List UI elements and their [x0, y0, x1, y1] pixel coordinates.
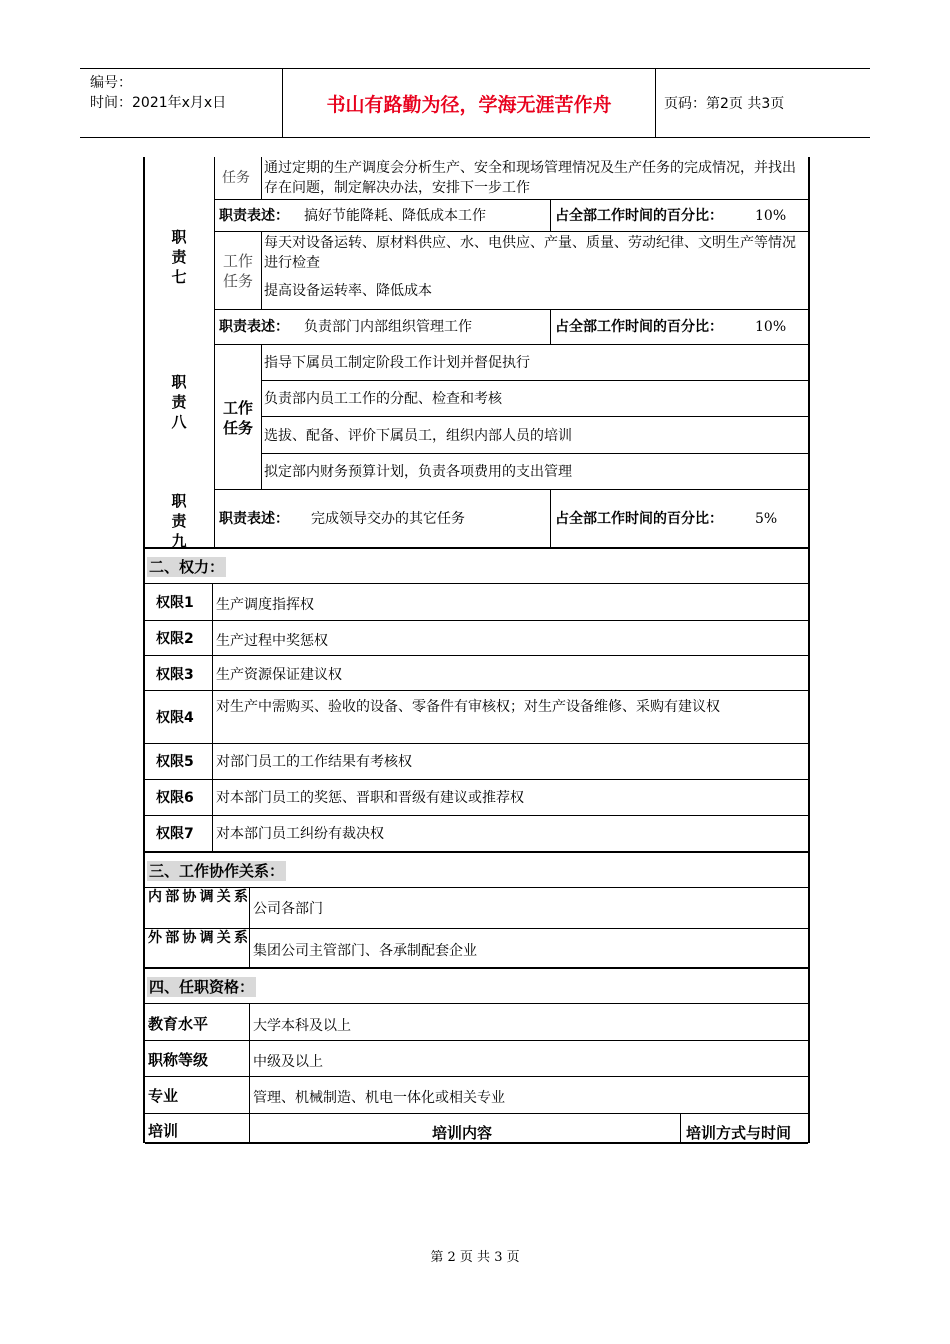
powers-title: 二、权力：: [149, 558, 225, 576]
qualification-1-label: 教育水平: [148, 1015, 209, 1033]
duty7-task-1: 每天对设备运转、原材料供应、水、电供应、产量、质量、劳动纪律、文明生产等情况进行检查: [264, 235, 796, 271]
duty8-task-3: 选拔、配备、评价下属员工，组织内部人员的培训: [264, 428, 572, 444]
power-4-text: 对生产中需购买、验收的设备、零备件有审核权；对生产设备维修、采购有建议权: [216, 699, 720, 715]
power-6-label: 权限6: [156, 790, 194, 806]
page-header: [80, 68, 870, 138]
qualification-2-label: 职称等级: [148, 1051, 209, 1069]
duty8-task-4: 拟定部内财务预算计划，负责各项费用的支出管理: [264, 464, 572, 480]
duty7-label: 职责七: [171, 228, 187, 286]
duty7-task-text: 通过定期的生产调度会分析生产、安全和现场管理情况及生产任务的完成情况，并找出存在问题，制定解决办法，安排下一步工作: [264, 160, 796, 196]
duty9-pct: 5%: [755, 511, 778, 527]
duty9-desc: 完成领导交办的其它任务: [311, 511, 465, 527]
duty9-pct-label: 占全部工作时间的百分比：: [555, 511, 723, 527]
duty8-desc-label: 职责表述：: [219, 319, 289, 335]
duty7-desc: 搞好节能降耗、降低成本工作: [304, 208, 486, 224]
duty7-pct: 10%: [755, 208, 787, 224]
power-7-text: 对本部门员工纠纷有裁决权: [216, 826, 384, 842]
training-method-header: 培训方式与时间: [686, 1124, 792, 1142]
power-4-label: 权限4: [156, 710, 194, 726]
duty9-label: 职责九: [171, 492, 187, 550]
page-footer: 第 2 页 共 3 页: [430, 1250, 520, 1265]
qualification-3-label: 专业: [148, 1087, 179, 1105]
power-6-text: 对本部门员工的奖惩、晋职和晋级有建议或推荐权: [216, 790, 524, 806]
training-label: 培训: [148, 1122, 179, 1140]
relations-title: 三、工作协作关系：: [149, 862, 285, 880]
power-1-label: 权限1: [156, 595, 194, 611]
power-3-text: 生产资源保证建议权: [216, 667, 342, 683]
power-5-text: 对部门员工的工作结果有考核权: [216, 754, 412, 770]
power-2-text: 生产过程中奖惩权: [216, 633, 328, 649]
training-content-header: 培训内容: [432, 1124, 493, 1142]
duty8-task-1: 指导下属员工制定阶段工作计划并督促执行: [264, 355, 530, 371]
job-description-table: [143, 157, 810, 1143]
power-7-label: 权限7: [156, 826, 194, 842]
duty8-label: 职责八: [171, 373, 187, 431]
duty7-pct-label: 占全部工作时间的百分比：: [555, 208, 723, 224]
duty7-work-label: 工作任务: [223, 252, 254, 290]
header-left: [90, 73, 226, 113]
duty8-pct: 10%: [755, 319, 787, 335]
qualification-2-text: 中级及以上: [253, 1054, 323, 1070]
header-page-info: 页码：第2页 共3页: [664, 96, 785, 112]
relation-1-text: 公司各部门: [253, 901, 323, 917]
duty8-work-label: 工作任务: [223, 399, 254, 437]
qualifications-title: 四、任职资格：: [149, 978, 255, 996]
relation-2-label: 外部协调关系: [148, 930, 248, 946]
header-date: 时间：2021年x月x日: [90, 95, 227, 111]
duty7-task-2: 提高设备运转率、降低成本: [264, 283, 432, 299]
duty7-desc-label: 职责表述：: [219, 208, 289, 224]
duty8-task-2: 负责部内员工工作的分配、检查和考核: [264, 391, 502, 407]
power-1-text: 生产调度指挥权: [216, 597, 314, 613]
duty9-desc-label: 职责表述：: [219, 511, 289, 527]
duty8-desc: 负责部门内部组织管理工作: [304, 319, 472, 335]
header-motto: 书山有路勤为径，学海无涯苦作舟: [282, 69, 656, 137]
serial-label: 编号：: [90, 75, 132, 91]
duty8-pct-label: 占全部工作时间的百分比：: [555, 319, 723, 335]
power-2-label: 权限2: [156, 631, 194, 647]
qualification-1-text: 大学本科及以上: [253, 1018, 351, 1034]
duty7-task-cell-label: 任务: [222, 170, 250, 186]
relation-2-text: 集团公司主管部门、各承制配套企业: [253, 943, 477, 959]
relation-1-label: 内部协调关系: [148, 889, 248, 905]
power-5-label: 权限5: [156, 754, 194, 770]
qualification-3-text: 管理、机械制造、机电一体化或相关专业: [253, 1090, 505, 1106]
power-3-label: 权限3: [156, 667, 194, 683]
